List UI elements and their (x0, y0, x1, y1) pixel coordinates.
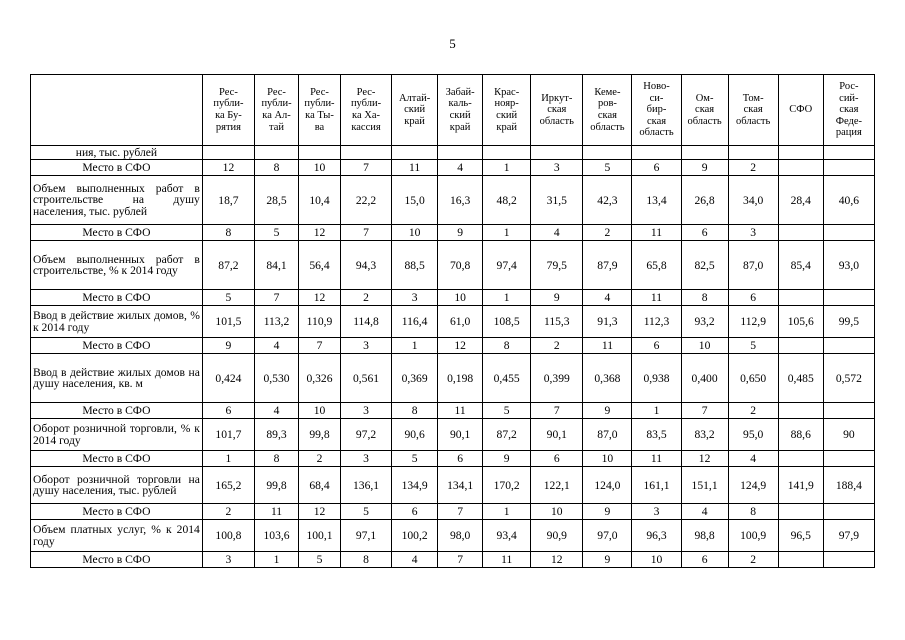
table-cell: 99,5 (823, 306, 874, 338)
table-cell: 9 (202, 338, 254, 354)
table-cell (823, 504, 874, 520)
table-cell (632, 146, 681, 160)
table-row (31, 160, 875, 176)
row-label: Ввод в действие жилых домов, % к 2014 году (31, 306, 203, 338)
table-cell: 82,5 (681, 241, 728, 290)
table-cell: 2 (728, 403, 778, 419)
table-cell: 1 (483, 160, 531, 176)
table-cell: 9 (583, 504, 632, 520)
column-header: Крас- нояр- ский край (483, 75, 531, 146)
table-cell: 122,1 (531, 467, 583, 504)
column-header: Рес- публи- ка Ал- тай (255, 75, 299, 146)
table-cell: 10 (531, 504, 583, 520)
table-cell: 10 (438, 290, 483, 306)
table-cell: 101,5 (202, 306, 254, 338)
table-row (31, 241, 875, 290)
table-cell: 1 (632, 403, 681, 419)
table-cell: 90 (823, 419, 874, 451)
table-cell (823, 552, 874, 568)
table-cell: 3 (202, 552, 254, 568)
table-cell: 6 (681, 552, 728, 568)
table-cell: 11 (392, 160, 438, 176)
table-cell: 7 (299, 338, 341, 354)
table-cell: 0,368 (583, 354, 632, 403)
table-cell: 96,5 (778, 520, 823, 552)
table-cell: 0,399 (531, 354, 583, 403)
table-cell: 4 (728, 451, 778, 467)
table-cell: 110,9 (299, 306, 341, 338)
table-cell: 9 (583, 552, 632, 568)
column-header: Кеме- ров- ская область (583, 75, 632, 146)
table-cell: 0,369 (392, 354, 438, 403)
table-cell: 91,3 (583, 306, 632, 338)
table-cell: 98,8 (681, 520, 728, 552)
table-cell: 5 (728, 338, 778, 354)
table-cell (438, 146, 483, 160)
column-header: Ново- си- бир- ская область (632, 75, 681, 146)
row-label: Оборот розничной торговли на душу населения, тыс. рублей (31, 467, 203, 504)
row-label: Место в СФО (31, 160, 203, 176)
table-cell: 0,572 (823, 354, 874, 403)
row-label: Место в СФО (31, 504, 203, 520)
table-cell: 112,3 (632, 306, 681, 338)
table-cell: 11 (583, 338, 632, 354)
table-cell: 5 (483, 403, 531, 419)
table-cell: 0,400 (681, 354, 728, 403)
table-cell: 22,2 (340, 176, 391, 225)
page-number: 5 (449, 36, 456, 51)
table-cell: 11 (632, 451, 681, 467)
table-cell: 5 (392, 451, 438, 467)
table-cell: 12 (299, 225, 341, 241)
table-cell: 68,4 (299, 467, 341, 504)
table-cell: 85,4 (778, 241, 823, 290)
table-row (31, 467, 875, 504)
table-row (31, 225, 875, 241)
table-cell: 0,650 (728, 354, 778, 403)
table-cell: 7 (255, 290, 299, 306)
column-header: Ом- ская область (681, 75, 728, 146)
table-cell: 103,6 (255, 520, 299, 552)
table-cell: 113,2 (255, 306, 299, 338)
table-cell: 87,2 (483, 419, 531, 451)
table-cell: 16,3 (438, 176, 483, 225)
table-cell: 2 (531, 338, 583, 354)
row-label: Место в СФО (31, 290, 203, 306)
table-cell: 10 (632, 552, 681, 568)
table-cell: 90,6 (392, 419, 438, 451)
table-cell: 99,8 (255, 467, 299, 504)
table-cell: 97,0 (583, 520, 632, 552)
table-cell (823, 290, 874, 306)
column-header: Рес- публи- ка Ты- ва (299, 75, 341, 146)
table-cell: 124,9 (728, 467, 778, 504)
header-indicator (31, 75, 203, 146)
row-label: Объем выполненных работ в строительстве на душу населения, тыс. рублей (31, 176, 203, 225)
table-cell: 34,0 (728, 176, 778, 225)
table-cell: 4 (438, 160, 483, 176)
table-cell: 116,4 (392, 306, 438, 338)
table-cell: 15,0 (392, 176, 438, 225)
table-cell: 115,3 (531, 306, 583, 338)
table-cell: 96,3 (632, 520, 681, 552)
table-cell: 0,530 (255, 354, 299, 403)
table-cell: 90,9 (531, 520, 583, 552)
table-cell: 97,2 (340, 419, 391, 451)
table-cell (778, 504, 823, 520)
table-row (31, 403, 875, 419)
table-cell: 9 (531, 290, 583, 306)
table-cell (255, 146, 299, 160)
table-cell: 2 (340, 290, 391, 306)
table-cell (340, 146, 391, 160)
table-cell: 90,1 (531, 419, 583, 451)
table-cell: 3 (340, 338, 391, 354)
table-cell: 40,6 (823, 176, 874, 225)
table-cell: 6 (438, 451, 483, 467)
table-row (31, 146, 875, 160)
table-cell: 6 (392, 504, 438, 520)
table-cell: 4 (681, 504, 728, 520)
table-cell: 93,0 (823, 241, 874, 290)
table-cell: 10 (299, 160, 341, 176)
table-cell: 42,3 (583, 176, 632, 225)
table-cell: 134,9 (392, 467, 438, 504)
table-cell: 99,8 (299, 419, 341, 451)
table-cell: 6 (202, 403, 254, 419)
table-cell: 5 (583, 160, 632, 176)
table-cell (823, 451, 874, 467)
table-cell: 0,455 (483, 354, 531, 403)
table-cell: 2 (728, 552, 778, 568)
table-cell: 84,1 (255, 241, 299, 290)
table-cell: 2 (728, 160, 778, 176)
table-cell: 48,2 (483, 176, 531, 225)
table-cell: 4 (255, 338, 299, 354)
table-cell: 10,4 (299, 176, 341, 225)
table-cell: 70,8 (438, 241, 483, 290)
table-cell: 97,1 (340, 520, 391, 552)
table-cell (483, 146, 531, 160)
table-cell: 10 (681, 338, 728, 354)
table-cell: 101,7 (202, 419, 254, 451)
table-cell: 11 (438, 403, 483, 419)
table-cell: 87,0 (583, 419, 632, 451)
table-cell: 1 (255, 552, 299, 568)
table-cell: 12 (681, 451, 728, 467)
table-cell (778, 338, 823, 354)
table-cell: 1 (483, 290, 531, 306)
table-cell (823, 403, 874, 419)
table-cell: 188,4 (823, 467, 874, 504)
table-cell: 1 (392, 338, 438, 354)
column-header: Рес- публи- ка Ха- кассия (340, 75, 391, 146)
table-cell: 1 (483, 504, 531, 520)
table-cell: 7 (340, 160, 391, 176)
table-cell: 0,326 (299, 354, 341, 403)
table-cell: 141,9 (778, 467, 823, 504)
table-cell (392, 146, 438, 160)
table-cell: 5 (340, 504, 391, 520)
table-cell: 11 (632, 225, 681, 241)
table-cell: 6 (681, 225, 728, 241)
table-cell: 3 (340, 403, 391, 419)
table-cell: 12 (531, 552, 583, 568)
table-cell: 100,9 (728, 520, 778, 552)
table-row (31, 176, 875, 225)
table-cell: 9 (438, 225, 483, 241)
table-cell: 7 (681, 403, 728, 419)
table-cell: 8 (202, 225, 254, 241)
table-cell (299, 146, 341, 160)
row-label: Оборот розничной торговли, % к 2014 году (31, 419, 203, 451)
table-cell: 0,561 (340, 354, 391, 403)
row-label: Место в СФО (31, 552, 203, 568)
table-cell: 7 (438, 552, 483, 568)
table-cell: 9 (583, 403, 632, 419)
table-cell: 12 (202, 160, 254, 176)
table-cell: 8 (483, 338, 531, 354)
table-cell (583, 146, 632, 160)
column-header: Том- ская область (728, 75, 778, 146)
table-cell: 100,2 (392, 520, 438, 552)
table-cell (778, 290, 823, 306)
table-cell: 90,1 (438, 419, 483, 451)
table-cell (778, 552, 823, 568)
regional-indicators-table (30, 74, 875, 568)
table-cell: 124,0 (583, 467, 632, 504)
table-row (31, 290, 875, 306)
table-cell: 95,0 (728, 419, 778, 451)
table-row (31, 552, 875, 568)
table-cell (778, 146, 823, 160)
table-cell (823, 160, 874, 176)
table-cell: 100,1 (299, 520, 341, 552)
table-cell: 10 (299, 403, 341, 419)
column-header: Иркут- ская область (531, 75, 583, 146)
column-header: Рес- публи- ка Бу- рятия (202, 75, 254, 146)
table-cell: 105,6 (778, 306, 823, 338)
table-cell: 10 (583, 451, 632, 467)
table-cell: 8 (255, 451, 299, 467)
table-cell: 88,5 (392, 241, 438, 290)
header-row (31, 75, 875, 146)
table-cell (728, 146, 778, 160)
table-cell: 4 (531, 225, 583, 241)
table-cell (778, 225, 823, 241)
table-cell: 83,2 (681, 419, 728, 451)
table-cell: 12 (299, 290, 341, 306)
table-cell: 89,3 (255, 419, 299, 451)
table-cell: 6 (531, 451, 583, 467)
column-header: Забай- каль- ский край (438, 75, 483, 146)
table-cell: 97,9 (823, 520, 874, 552)
table-cell: 0,938 (632, 354, 681, 403)
table-cell: 26,8 (681, 176, 728, 225)
table-cell: 3 (632, 504, 681, 520)
table-cell: 12 (299, 504, 341, 520)
row-label: Объем выполненных работ в строительстве, % к 2014 году (31, 241, 203, 290)
table-cell: 2 (299, 451, 341, 467)
table-cell: 8 (728, 504, 778, 520)
table-cell: 165,2 (202, 467, 254, 504)
table-cell: 8 (392, 403, 438, 419)
column-header: Рос- сий- ская Феде- рация (823, 75, 874, 146)
table-row (31, 520, 875, 552)
table-cell (778, 451, 823, 467)
table-cell: 3 (340, 451, 391, 467)
table-cell: 93,2 (681, 306, 728, 338)
row-label: Место в СФО (31, 403, 203, 419)
table-cell (202, 146, 254, 160)
table-cell: 4 (255, 403, 299, 419)
table-cell: 93,4 (483, 520, 531, 552)
table-cell: 3 (392, 290, 438, 306)
table-cell (778, 403, 823, 419)
column-header: Алтай- ский край (392, 75, 438, 146)
table-cell: 13,4 (632, 176, 681, 225)
table-cell: 136,1 (340, 467, 391, 504)
table-cell: 11 (632, 290, 681, 306)
table-cell (778, 160, 823, 176)
table-cell: 88,6 (778, 419, 823, 451)
table-cell: 100,8 (202, 520, 254, 552)
row-label: Место в СФО (31, 225, 203, 241)
table-cell: 18,7 (202, 176, 254, 225)
table-cell: 9 (483, 451, 531, 467)
table-cell: 98,0 (438, 520, 483, 552)
table-cell: 134,1 (438, 467, 483, 504)
table-cell: 8 (255, 160, 299, 176)
table-body (31, 146, 875, 568)
table-cell: 79,5 (531, 241, 583, 290)
table-cell: 31,5 (531, 176, 583, 225)
table-cell: 3 (531, 160, 583, 176)
table-cell: 151,1 (681, 467, 728, 504)
row-label: ния, тыс. рублей (31, 146, 203, 160)
table-cell: 1 (483, 225, 531, 241)
table-cell: 28,5 (255, 176, 299, 225)
table-cell: 61,0 (438, 306, 483, 338)
table-cell: 8 (340, 552, 391, 568)
table-cell: 108,5 (483, 306, 531, 338)
table-cell: 7 (340, 225, 391, 241)
table-cell (681, 146, 728, 160)
table-cell: 170,2 (483, 467, 531, 504)
table-cell: 5 (255, 225, 299, 241)
table-cell: 83,5 (632, 419, 681, 451)
table-cell: 7 (531, 403, 583, 419)
table-cell: 11 (483, 552, 531, 568)
table-cell: 10 (392, 225, 438, 241)
table-row (31, 306, 875, 338)
table-cell: 0,485 (778, 354, 823, 403)
row-label: Объем платных услуг, % к 2014 году (31, 520, 203, 552)
table-row (31, 451, 875, 467)
table-cell: 87,2 (202, 241, 254, 290)
table-cell: 112,9 (728, 306, 778, 338)
table-cell: 6 (728, 290, 778, 306)
table-cell: 6 (632, 338, 681, 354)
table-cell: 0,424 (202, 354, 254, 403)
table-cell: 87,0 (728, 241, 778, 290)
table-cell: 12 (438, 338, 483, 354)
table-row (31, 504, 875, 520)
row-label: Место в СФО (31, 338, 203, 354)
table-cell: 87,9 (583, 241, 632, 290)
table-cell: 2 (202, 504, 254, 520)
table-cell: 65,8 (632, 241, 681, 290)
table-cell: 6 (632, 160, 681, 176)
table-row (31, 338, 875, 354)
column-header: СФО (778, 75, 823, 146)
table-cell: 56,4 (299, 241, 341, 290)
table-cell: 1 (202, 451, 254, 467)
table-cell: 114,8 (340, 306, 391, 338)
table-cell: 3 (728, 225, 778, 241)
table-cell: 5 (202, 290, 254, 306)
table-row (31, 419, 875, 451)
table-cell: 97,4 (483, 241, 531, 290)
table-cell (823, 146, 874, 160)
table-cell: 4 (392, 552, 438, 568)
table-cell: 94,3 (340, 241, 391, 290)
table-cell: 4 (583, 290, 632, 306)
row-label: Место в СФО (31, 451, 203, 467)
table-cell: 11 (255, 504, 299, 520)
table-cell: 9 (681, 160, 728, 176)
table-cell (823, 338, 874, 354)
table-cell: 7 (438, 504, 483, 520)
table-cell: 8 (681, 290, 728, 306)
table-cell: 161,1 (632, 467, 681, 504)
table-cell: 28,4 (778, 176, 823, 225)
table-cell (823, 225, 874, 241)
table-cell: 5 (299, 552, 341, 568)
table-row (31, 354, 875, 403)
table-cell: 0,198 (438, 354, 483, 403)
table-cell (531, 146, 583, 160)
row-label: Ввод в действие жилых домов на душу населения, кв. м (31, 354, 203, 403)
table-cell: 2 (583, 225, 632, 241)
